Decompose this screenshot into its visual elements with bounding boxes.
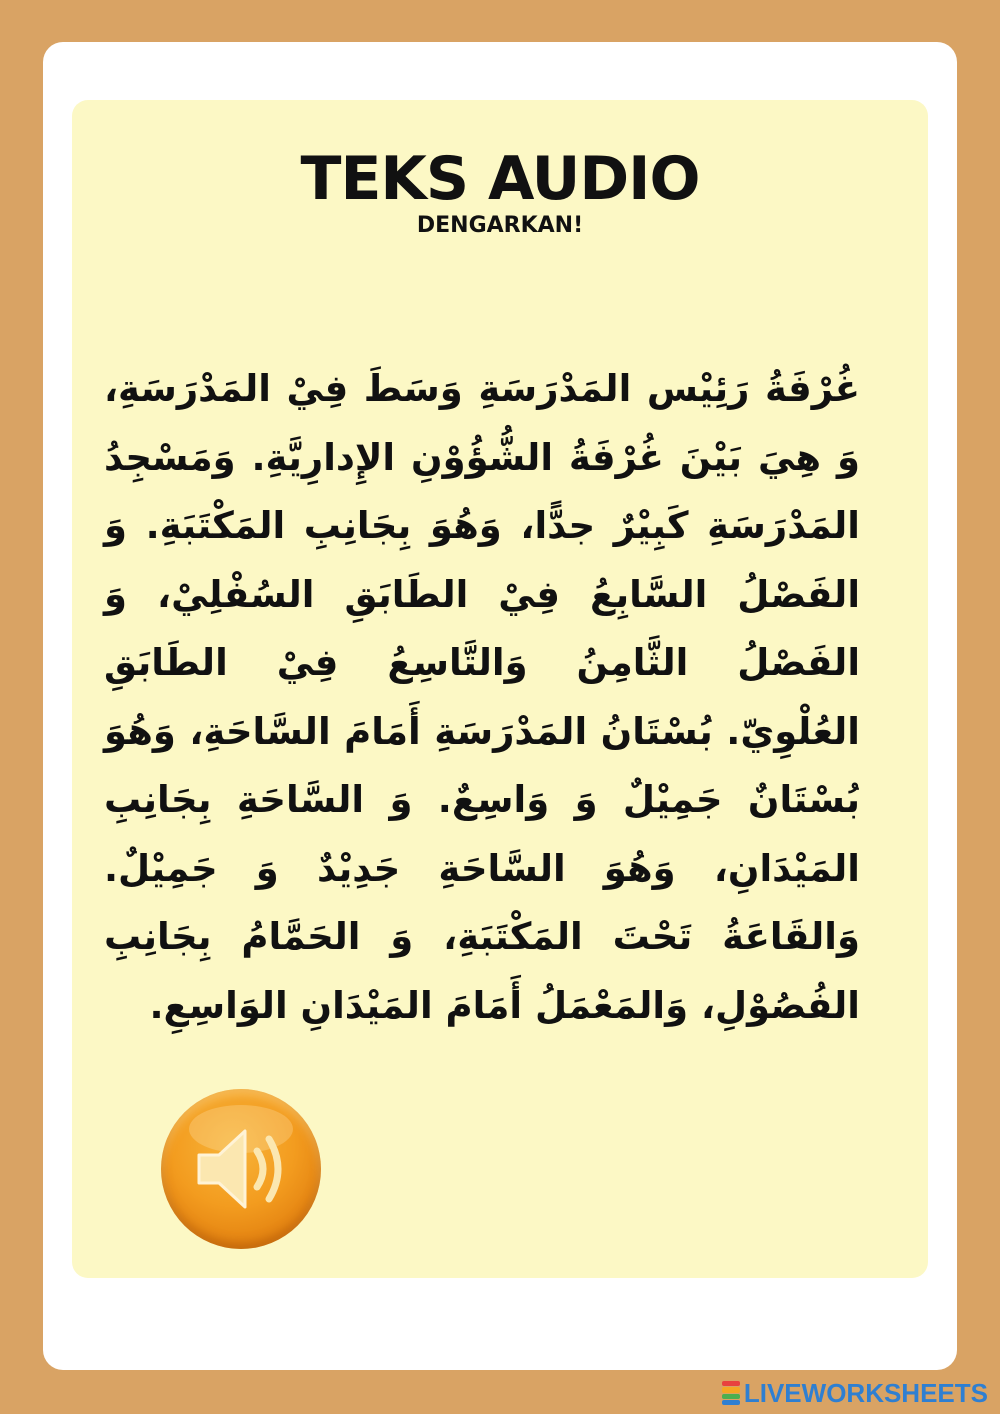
page-subtitle: DENGARKAN!: [416, 213, 584, 238]
logo-block: [722, 1381, 740, 1386]
speaker-icon: [161, 1089, 321, 1249]
logo-block: [722, 1387, 740, 1392]
watermark-text: LIVEWORKSHEETS: [743, 1377, 988, 1408]
watermark: [722, 1378, 988, 1408]
liveworksheets-logo-icon: [722, 1381, 740, 1405]
logo-block: [722, 1400, 740, 1405]
play-audio-button[interactable]: [161, 1089, 321, 1249]
arabic-passage: غُرْفَةُ رَئِيْس المَدْرَسَةِ وَسَطَ فِيْ المَدْرَسَةِ، وَ هِيَ بَيْنَ غُرْفَةُ الشُّؤُوْنِ الإِدارِيَّةِ. وَمَسْجِدُ المَدْرَسَةِ كَبِيْرٌ جدًّا، وَهُوَ بِجَانِبِ المَكْتَبَةِ. وَ الفَصْلُ السَّابِعُ فِيْ الطَابَقِ السُفْلِيْ، وَ الفَصْلُ الثَّامِنُ وَالتَّاسِعُ فِيْ الطَابَقِ العُلْوِيّ. بُسْتَانُ المَدْرَسَةِ أَمَامَ السَّاحَةِ، وَهُوَ بُسْتَانٌ جَمِيْلٌ وَ وَاسِعٌ. وَ السَّاحَةِ بِجَانِبِ المَيْدَانِ، وَهُوَ السَّاحَةِ جَدِيْدٌ وَ جَمِيْلٌ. وَالقَاعَةُ تَحْتَ المَكْتَبَةِ، وَ الحَمَّامُ بِجَانِبِ الفُصُوْلِ، وَالمَعْمَلُ أَمَامَ المَيْدَانِ الوَاسِعِ.: [104, 367, 860, 1027]
page-title: TEKS AUDIO: [300, 144, 700, 214]
logo-block: [722, 1394, 740, 1399]
